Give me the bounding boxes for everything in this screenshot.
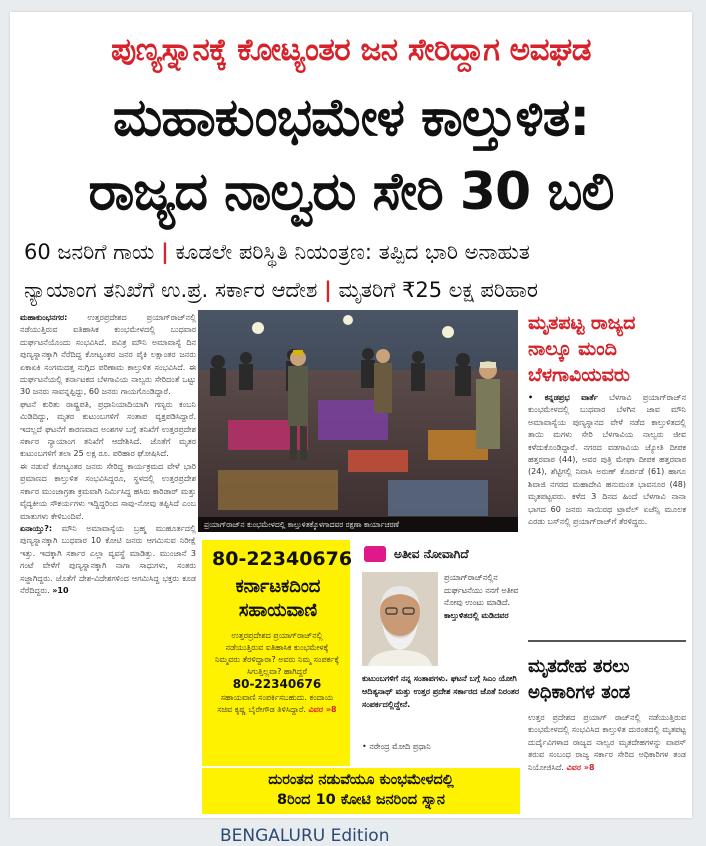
byline: • ಕನ್ನಡಪ್ರಭ ವಾರ್ತೆ [528, 393, 598, 402]
side-headline-line-1: ಮೃತಪಟ್ಟ ರಾಜ್ಯದ [528, 312, 636, 334]
side-story-body [528, 392, 686, 632]
pm-quote-continued: ಕುಟುಂಬಗಳಿಗೆ ನನ್ನ ಸಂತಾಪಗಳು. ಘಟನೆ ಬಗ್ಗೆ ಸಿಎಂ ಯೋಗಿ ಆದಿತ್ಯನಾಥ್ ಮತ್ತು ಉತ್ತರ ಪ್ರದೇಶ ಸರ್ಕಾರದ ಜೊತೆ ನಿರಂತರ ಸಂಪರ್ಕದಲ್ಲಿದ್ದೇನೆ. [362, 674, 520, 709]
pm-quote-body [362, 672, 520, 711]
side-story-headline [528, 310, 688, 388]
subheadline-1b: ಕೂಡಲೇ ಪರಿಸ್ಥಿತಿ ನಿಯಂತ್ರಣ: ತಪ್ಪಿದ ಭಾರಿ ಅನಾಹುತ [175, 240, 530, 264]
separator: | [161, 240, 169, 264]
second-side-body [528, 712, 686, 816]
side-headline-line-3: ಬೆಳಗಾವಿಯವರು [528, 364, 630, 386]
main-story-column [20, 312, 196, 812]
continued-marker: »10 [52, 585, 69, 595]
column-divider [528, 640, 686, 642]
side-story-text: ಪ್ರಯಾಗ್‌ರಾಜ್‌ನ ಕುಂಭಮೇಳದಲ್ಲಿ ಬುಧವಾರ ಬೆಳಗಿನ ಜಾವ ಮೌನಿ ಅಮಾವಾಸ್ಯೆಯ ಪುಣ್ಯಸ್ನಾನದ ವೇಳೆ ನಡೆದ ಕಾಲ್ತುಳಿತದಲ್ಲಿ ತಾಯಿ ಮಗಳು ಸೇರಿ ಬೆಳಗಾವಿಯ ನಾಲ್ವರು ಜೀವ ಕಳೆದುಕೊಂಡಿದ್ದಾರೆ. ನಗರದ ವಡಗಾವಿಯ ಜ್ಯೋತಿ ದೀಪಕ ಹತ್ತರವಾಠ (44), ಅವರ ಪುತ್ರಿ ಮೇಘಾ ದೀಪಕ ಹತ್ತರವಾಠ (24), ಶೆಟ್ಟಿಗಲ್ಲಿ ನಿವಾಸಿ ಅರುಣ್ ಕೊರ್ಪಡೆ (61) ಹಾಗೂ ಶಿವಾಜಿ ನಗರದ ಮಹಾದೇವಿ ಹನುಮಂತ ಭಾವನೂರ (48) ಮೃತಪಟ್ಟವರು. ಕಳೆದ 3 ದಿನದ ಹಿಂದೆ ಬೆಳಗಾವಿ ನಾನಾ ಭಾಗದ 60 ಜನರು ಸಾಯಿರಥ ಟ್ರಾವೆಲ್ ಏಜೆನ್ಸಿ ಮೂಲಕ ಎರಡು ಬಸ್‌ನಲ್ಲಿ ಪ್ರಯಾಗ್‌ರಾಜ್‌ಗೆ ತೆರಳಿದ್ದರು. [528, 393, 686, 527]
helpline-body [214, 630, 340, 716]
second-headline-line-2: ಅಧಿಕಾರಿಗಳ ತಂಡ [528, 682, 631, 703]
pm-portrait [362, 572, 438, 666]
headline-line-2: ರಾಜ್ಯದ ನಾಲ್ವರು ಸೇರಿ 30 ಬಲಿ [88, 162, 614, 222]
pm-quote-bold: ಕಾಲ್ತುಳಿತದಲ್ಲಿ ಮಡಿದವರ [444, 610, 509, 620]
speech-bubble-icon [364, 546, 386, 562]
second-side-text: ಉತ್ತರ ಪ್ರದೇಶದ ಪ್ರಯಾಗ್ ರಾಜ್‌ನಲ್ಲಿ ನಡೆಯುತ್ತಿರುವ ಕುಂಭಮೇಳದಲ್ಲಿ ಸಂಭವಿಸಿದ ಕಾಲ್ತುಳಿತ ದುರಂತದಲ್ಲಿ ಮೃತಪಟ್ಟ ದುರ್ದೈವಿಗಳಾದ ರಾಜ್ಯದ ನಾಲ್ವರ ಮೃತದೇಹಗಳನ್ನು ವಾಪಸ್ ತರುವ ಸಂಬಂಧ ರಾಜ್ಯ ಸರ್ಕಾರ ಸೇರಿದ ಅಧಿಕಾರಿಗಳ ತಂಡ ನಿಯೋಜಿಸಿದೆ. [528, 713, 686, 772]
pm-quote-text: ಪ್ರಯಾಗ್‌ರಾಜ್‌ನಲ್ಲಿನ ದುರ್ಘಟನೆಯು ನನಗೆ ಅತೀವ ನೋವು ಉಂಟು ಮಾಡಿದೆ. [444, 573, 519, 607]
story-paragraph: ಘಟನೆ ಕುರಿತು ರಾಷ್ಟ್ರಪತಿ, ಪ್ರಧಾನಿಯಾದಿಯಾಗಿ ಗಣ್ಯರು ಕಂಬನಿ ಮಿಡಿದಿದ್ದು, ಮೃತರ ಕುಟುಂಬಗಳಿಗೆ ಸಂತಾಪ ವ್ಯಕ್ತಪಡಿಸಿದ್ದಾರೆ. ಇದಲ್ಲದೆ ಘಟನೆಗೆ ಕಾರಣವಾದ ಅಂಶಗಳ ಬಗ್ಗೆ ತನಿಖೆಗೆ ಉತ್ತರಪ್ರದೇಶ ಸರ್ಕಾರ ನ್ಯಾಯಾಂಗ ತನಿಖೆಗೆ ಆದೇಶಿಸಿದೆ. ಜೊತೆಗೆ ಮೃತರ ಕುಟುಂಬಗಳಿಗೆ ತಲಾ 25 ಲಕ್ಷ ರೂ. ಪರಿಹಾರ ಘೋಷಿಸಿದೆ. [20, 399, 196, 459]
helpline-more: ವಿವರ »8 [308, 705, 337, 714]
newspaper-page [10, 12, 692, 818]
story-paragraph: ಉತ್ತರಪ್ರದೇಶದ ಪ್ರಯಾಗ್‌ರಾಜ್‌ನಲ್ಲಿ ನಡೆಯುತ್ತಿರುವ ಐತಿಹಾಸಿಕ ಕುಂಭಮೇಳದಲ್ಲಿ ಬುಧವಾರ ದುರ್ಘಟನೆಯೊಂದು ಸಂಭವಿಸಿದೆ. ಪವಿತ್ರ ಮೌನಿ ಅಮಾವಾಸ್ಯೆ ದಿನ ಪುಣ್ಯಸ್ನಾನಕ್ಕಾಗಿ ನೆರೆದಿದ್ದ ಕೋಟ್ಯಂತರ ಜನರ ಪೈಕಿ ಲಕ್ಷಾಂತರ ಜನರು ಏಕಾಏಕಿ ಸಂಗಮದತ್ತ ನುಗ್ಗಿದ ಪರಿಣಾಮ ಕಾಲ್ತುಳಿತ ಸಂಭವಿಸಿದೆ. ಈ ದುರ್ಘಟನೆಯಲ್ಲಿ ಕರ್ನಾಟಕದ ಬೆಳಗಾವಿಯ ನಾಲ್ವರು ಸೇರಿದಂತೆ ಒಟ್ಟು 30 ಜನರು ಸಾವನ್ನಪ್ಪಿದ್ದು, 60 ಜನರು ಗಾಯಗೊಂಡಿದ್ದಾರೆ. [20, 313, 196, 397]
subheadline-1 [24, 240, 678, 265]
story-paragraph: ಮೌನಿ ಅಮಾವಾಸ್ಯೆಯ ಬ್ರಹ್ಮ ಮುಹೂರ್ತದಲ್ಲಿ ಪುಣ್ಯಸ್ನಾನಕ್ಕಾಗಿ ಬುಧವಾರ 10 ಕೋಟಿ ಜನರು ಆಗಮಿಸುವ ನಿರೀಕ್ಷೆ ಇತ್ತು. ಇದಕ್ಕಾಗಿ ಸರ್ಕಾರ ಎಲ್ಲಾ ವ್ಯವಸ್ಥೆ ಮಾಡಿತ್ತು. ಮುಂಜಾನೆ 3 ಗಂಟೆ ವೇಳೆಗೆ ಪುಣ್ಯಸ್ನಾನಕ್ಕಾಗಿ ನಾಗಾ ಸಾಧುಗಳು, ಸಂತರು ಸಜ್ಜಾಗಿದ್ದರು. ಜೊತೆಗೆ ದೇಶ-ವಿದೇಶಗಳಿಂದ ಆಗಮಿಸಿದ್ದ ಭಕ್ತರು ಕೂಡ ನೆರೆದಿದ್ದರು. [20, 523, 196, 595]
story-paragraph: ಈ ನಡುವೆ ಕೋಟ್ಯಂತರ ಜನರು ಸೇರಿದ್ದ ಕಾರ್ಯಕ್ರಮದ ವೇಳೆ ಭಾರಿ ಪ್ರಮಾಣದ ಕಾಲ್ತುಳಿತ ಸಂಭವಿಸಿದ್ದರೂ, ಸ್ಥಳದಲ್ಲಿ ಉತ್ತರಪ್ರದೇಶ ಸರ್ಕಾರ ಮುಂಜಾಗ್ರತಾ ಕ್ರಮವಾಗಿ ನಿರ್ಮಿಸಿದ್ದ ಹಸಿರು ಕಾರಿಡಾರ್ ಮತ್ತು ವೈದ್ಯಕೀಯ ಸೌಕರ್ಯಗಳು ಇದ್ದಿದ್ದರಿಂದ ಸಾವು-ನೋವು ತಪ್ಪಿಸಿದೆ ಎಂಬ ಮಾತುಗಳು ಕೇಳಿಬಂದಿವೆ. [20, 461, 196, 521]
second-side-headline [528, 654, 688, 706]
pm-badge [360, 544, 520, 564]
pm-quote-box [358, 540, 520, 766]
subheadline-2a: ನ್ಯಾಯಾಂಗ ತನಿಖೆಗೆ ಉ.ಪ್ರ. ಸರ್ಕಾರ ಆದೇಶ [24, 278, 318, 302]
helpline-number: 80-22340676 [212, 548, 353, 570]
subheadline-1a: 60 ಜನರಿಗೆ ಗಾಯ [24, 240, 155, 264]
photo-caption: ಪ್ರಯಾಗ್‌ರಾಜ್‌ನ ಕುಂಭಮೇಳದಲ್ಲಿ ಕಾಲ್ತುಳಿತಕ್ಕೊಳಗಾದವರ ರಕ್ಷಣಾ ಕಾರ್ಯಾಚರಣೆ [198, 517, 518, 532]
bottom-bar-line-1: ದುರಂತದ ನಡುವೆಯೂ ಕುಂಭಮೇಳದಲ್ಲಿ [268, 772, 454, 788]
pm-badge-label: ಅತೀವ ನೋವಾಗಿದೆ [394, 547, 469, 561]
headline-kicker: ಪುಣ್ಯಸ್ನಾನಕ್ಕೆ ಕೋಟ್ಯಂತರ ಜನ ಸೇರಿದ್ದಾಗ ಅವಘಡ [110, 32, 592, 68]
subhead-what-happened: ಏನಾಯ್ತು?: [20, 523, 53, 533]
bottom-highlight-bar [202, 768, 520, 814]
byline-place: ಬೆಳಗಾವಿ [609, 393, 632, 402]
pm-quote-side [444, 572, 520, 622]
subheadline-2 [24, 278, 678, 303]
helpline-title-1: ಕರ್ನಾಟಕದಿಂದ [235, 576, 321, 597]
helpline-text-2: ಸಹಾಯವಾಣಿ ಸಂಪರ್ಕಿಸಬಹುದು. ಕಂದಾಯ ಸಚಿವ ಕೃಷ್ಣ ಬೈರೇಗೌಡ ತಿಳಿಸಿದ್ದಾರೆ. [217, 693, 334, 714]
helpline-box [202, 540, 353, 766]
separator: | [324, 278, 332, 302]
news-photo [198, 310, 518, 532]
pm-sign-text: • ನರೇಂದ್ರ ಮೋದಿ ಪ್ರಧಾನಿ [362, 742, 431, 751]
helpline-number-repeat: 80-22340676 [232, 677, 322, 691]
second-headline-line-1: ಮೃತದೇಹ ತರಲು [528, 656, 630, 677]
helpline-title-2: ಸಹಾಯವಾಣಿ [238, 600, 318, 621]
pm-signature [362, 742, 431, 752]
dateline: ಮಹಾಕುಂಭನಗರ: [20, 313, 68, 322]
stampede-scene-photo [198, 310, 518, 532]
portrait-image [362, 572, 438, 666]
subheadline-2b: ಮೃತರಿಗೆ ₹25 ಲಕ್ಷ ಪರಿಹಾರ [338, 278, 539, 302]
second-side-more: ವಿವರ »8 [566, 762, 595, 772]
headline-line-1: ಮಹಾಕುಂಭಮೇಳ ಕಾಲ್ತುಳಿತ: [112, 88, 590, 148]
helpline-text: ಉತ್ತರಪ್ರದೇಶದ ಪ್ರಯಾಗ್‌ರಾಜ್‌ನಲ್ಲಿ ನಡೆಯುತ್ತಿರುವ ಐತಿಹಾಸಿಕ ಕುಂಭಮೇಳಕ್ಕೆ ನಿಮ್ಮವರು ತೆರಳಿದ್ದಾರಾ? ಅವರು ನಿಮ್ಮ ಸಂಪರ್ಕಕ್ಕೆ ಸಿಗುತ್ತಿಲ್ಲವಾ? ಹಾಗಿದ್ದರೆ [214, 631, 340, 676]
side-headline-line-2: ನಾಲ್ಕೂ ಮಂದಿ [528, 338, 617, 360]
edition-label: BENGALURU Edition [220, 826, 390, 846]
bottom-bar-line-2: 8ರಿಂದ 10 ಕೋಟಿ ಜನರಿಂದ ಸ್ನಾನ [277, 792, 445, 808]
